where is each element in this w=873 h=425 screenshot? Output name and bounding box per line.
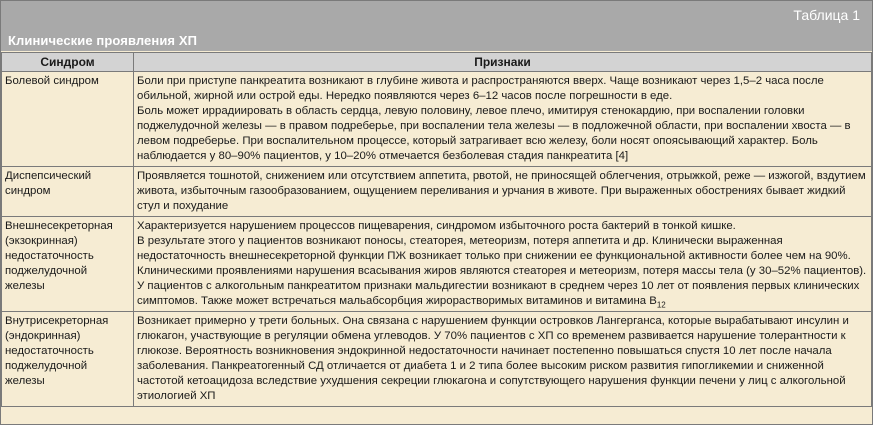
signs-cell	[134, 72, 872, 167]
signs-cell	[134, 312, 872, 407]
table-number-label: Таблица 1	[793, 7, 860, 23]
table-row	[2, 312, 872, 407]
signs-cell	[134, 167, 872, 217]
signs-paragraph: В результате этого у пациентов возникают поносы, стеаторея, метеоризм, потеря аппетита и др. Клинически выраженная недостаточность внешнесекреторной функции ПЖ возникает только при снижении ее функциональной активности более чем на 90%. Клиническими проявлениями нарушения всасывания жиров являются стеаторея и метеоризм, потеря массы тела (у 30–52% пациентов). У пациентов с алкогольным панкреатитом признаки мальдигестии возникают в среднем через 10 лет от появления первых клинических симптомов. Также может встречаться мальабсорбция жирорастворимых витаминов и витамина B	[137, 235, 867, 307]
signs-paragraph: Боль может иррадиировать в область сердца, левую половину, левое плечо, имитируя стенокардию, при воспалении головки поджелудочной железы — в правом подреберье, при воспалении тела железы — в подложечной области, при воспалении хвоста — в левом подреберье. При воспалительном процессе, который затрагивает всю железу, боли носят опоясывающий характер. Боль наблюдается у 80–90% пациентов, у 10–20% отмечается безболевая стадия панкреатита [4]	[137, 105, 851, 162]
vitamin-subscript: 12	[656, 300, 666, 310]
syndrome-cell: Внутрисекреторная (эндокринная) недостаточность поджелудочной железы	[2, 312, 134, 407]
syndrome-cell: Диспепсический синдром	[2, 167, 134, 217]
column-header-syndrome: Синдром	[2, 53, 134, 72]
signs-cell	[134, 217, 872, 312]
table-row	[2, 217, 872, 312]
signs-paragraph-with-subscript	[137, 234, 867, 309]
table-title: Клинические проявления ХП	[8, 33, 198, 48]
table-header-bar	[1, 1, 872, 51]
signs-paragraph: Боли при приступе панкреатита возникают в глубине живота и распространяются вверх. Чаще возникают через 1,5–2 часа после обильной, жирной или острой еды. Нередко появляются через 6–12 часов после погрешности в еде.	[137, 75, 824, 102]
syndrome-cell: Болевой синдром	[2, 72, 134, 167]
table-row	[2, 167, 872, 217]
signs-paragraph: Характеризуется нарушением процессов пищеварения, синдромом избыточного роста бактерий в тонкой кишке.	[137, 220, 736, 232]
signs-paragraph: Возникает примерно у трети больных. Она связана с нарушением функции островков Лангерганса, которые вырабатывают инсулин и глюкагон, участвующие в регуляции обмена углеводов. У 70% пациентов с ХП со временем развивается нарушение толерантности к глюкозе. Вероятность возникновения эндокринной недостаточности начинает постепенно повышаться спустя 10 лет после начала заболевания. Панкреатогенный СД отличается от диабета 1 и 2 типа более высоким риском развития гипогликемии и сниженной частотой кетоацидоза вследствие ухудшения секреции глюкагона и сопутствующего нарушения функции печени у лиц с алкогольной этиологией ХП	[137, 315, 849, 402]
table-row	[2, 72, 872, 167]
table-header-row	[2, 53, 872, 72]
clinical-table	[1, 52, 872, 407]
syndrome-cell: Внешнесекреторная (экзокринная) недостаточность поджелудочной железы	[2, 217, 134, 312]
column-header-signs: Признаки	[134, 53, 872, 72]
signs-paragraph: Проявляется тошнотой, снижением или отсутствием аппетита, рвотой, не приносящей облегчения, отрыжкой, реже — изжогой, вздутием живота, избыточным газообразованием, ощущением переливания и урчания в животе. При выраженных обострениях бывает жидкий стул и похудание	[137, 170, 866, 212]
